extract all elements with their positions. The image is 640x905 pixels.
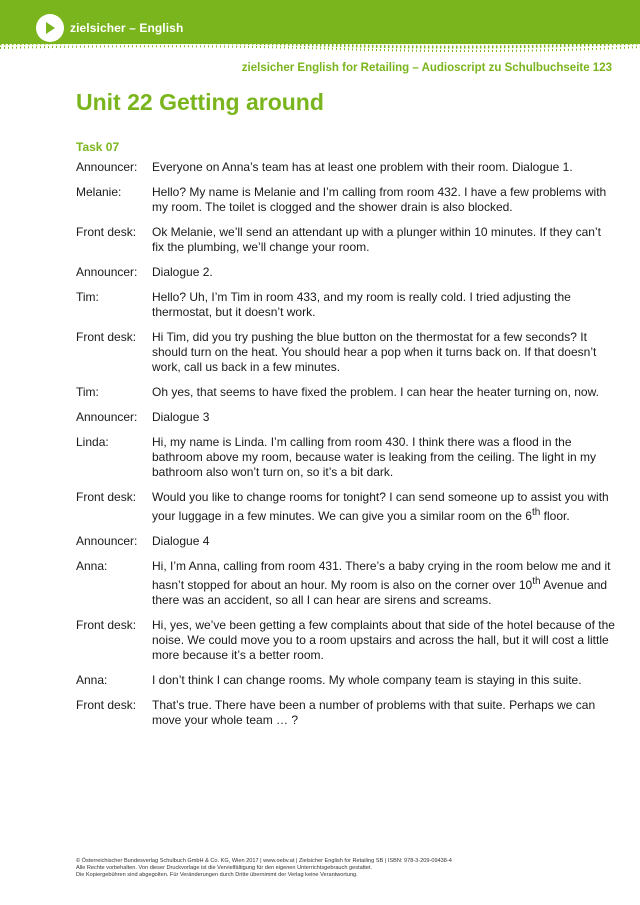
speech-text: Everyone on Anna’s team has at least one problem with their room. Dialogue 1. <box>152 160 573 174</box>
speech-text: Hello? Uh, I’m Tim in room 433, and my room is really cold. I tried adjusting the thermostat, but it doesn’t work. <box>152 290 571 319</box>
script-line <box>76 435 616 480</box>
speaker-label: Front desk: <box>76 490 137 504</box>
speaker-label: Front desk: <box>76 330 137 344</box>
speaker-label: Linda: <box>76 435 109 449</box>
footer-line: © Österreichischer Bundesverlag Schulbuch GmbH & Co. KG, Wien 2017 | www.oebv.at | Zielsicher English for Retailing SB | ISBN: 978-3-209-09438-4 <box>76 858 452 864</box>
footer-copyright <box>76 858 452 879</box>
document-subtitle: zielsicher English for Retailing – Audioscript zu Schulbuchseite 123 <box>241 62 612 74</box>
speech-text: Dialogue 4 <box>152 534 210 548</box>
footer-line: Die Kopiergebühren sind abgegolten. Für Veränderungen durch Dritte übernimmt der Verlag keine Verantwortung. <box>76 872 358 878</box>
speaker-label: Announcer: <box>76 160 138 174</box>
task-label: Task 07 <box>76 140 120 154</box>
script-line <box>76 618 616 663</box>
speech-text: Hi, yes, we’ve been getting a few complaints about that side of the hotel because of the noise. We could move you to a room upstairs and across the hall, but it will cost a little more because it’s a better room. <box>152 618 615 662</box>
script-line <box>76 385 616 400</box>
script-line <box>76 410 616 425</box>
speaker-label: Front desk: <box>76 698 137 712</box>
speaker-label: Announcer: <box>76 534 138 548</box>
speaker-label: Melanie: <box>76 185 122 199</box>
audioscript <box>76 160 616 738</box>
speech-text: Ok Melanie, we’ll send an attendant up with a plunger within 10 minutes. If they can’t fix the plumbing, we’ll change your room. <box>152 225 601 254</box>
script-line <box>76 265 616 280</box>
speaker-label: Tim: <box>76 385 99 399</box>
script-line <box>76 290 616 320</box>
speaker-label: Anna: <box>76 559 108 573</box>
page-title: Unit 22 Getting around <box>76 89 324 115</box>
speech-text: Dialogue 3 <box>152 410 210 424</box>
play-icon <box>36 14 64 42</box>
speech-text-part: Would you like to change rooms for tonight? I can send someone up to assist you with your luggage in a few minutes. We can give you a similar room on the 6 <box>152 490 609 523</box>
speech-text-part: floor. <box>540 509 570 523</box>
brand-name: zielsicher – English <box>70 21 184 35</box>
ordinal-suffix: th <box>532 576 541 587</box>
speech-text: Hi Tim, did you try pushing the blue button on the thermostat for a few seconds? It should turn on the heat. You should hear a pop when it turns back on. If that doesn’t work, call us back in a few minutes. <box>152 330 597 374</box>
speaker-label: Front desk: <box>76 618 137 632</box>
script-line <box>76 330 616 375</box>
speech-text: Dialogue 2. <box>152 265 213 279</box>
ordinal-suffix: th <box>531 507 541 518</box>
footer-line: Alle Rechte vorbehalten. Von dieser Druckvorlage ist die Vervielfältigung für den eigenen Unterrichtsgebrauch gestattet. <box>76 865 373 871</box>
script-line <box>76 160 616 175</box>
script-line <box>76 185 616 215</box>
script-line <box>76 225 616 255</box>
speaker-label: Front desk: <box>76 225 137 239</box>
brand-logo <box>36 14 183 42</box>
speech-text-part: Hi, I’m Anna, calling from room 431. There’s a baby crying in the room below me and it hasn’t stopped for about an hour. My room is also on the corner over 10 <box>152 559 611 592</box>
script-line <box>76 534 616 549</box>
speech-text-part: Avenue and there was an accident, so all I can hear are sirens and screams. <box>152 578 608 607</box>
speech-text: I don’t think I can change rooms. My whole company team is staying in this suite. <box>152 673 582 687</box>
script-line <box>76 673 616 688</box>
script-line <box>76 490 616 524</box>
speech-text: Oh yes, that seems to have fixed the problem. I can hear the heater turning on, now. <box>152 385 599 399</box>
speaker-label: Announcer: <box>76 410 138 424</box>
speech-text <box>152 559 616 608</box>
speaker-label: Announcer: <box>76 265 138 279</box>
speaker-label: Anna: <box>76 673 108 687</box>
speech-text: Hello? My name is Melanie and I’m calling from room 432. I have a few problems with my room. The toilet is clogged and the shower drain is also blocked. <box>152 185 607 214</box>
script-line <box>76 559 616 608</box>
speech-text: That’s true. There have been a number of problems with that suite. Perhaps we can move your whole team … ? <box>152 698 596 727</box>
script-line <box>76 698 616 728</box>
speaker-label: Tim: <box>76 290 99 304</box>
speech-text: Hi, my name is Linda. I’m calling from room 430. I think there was a flood in the bathroom above my room, because water is leaking from the ceiling. The light in my bathroom also won’t turn on, so it’s a bit dark. <box>152 435 596 479</box>
speech-text <box>152 490 616 524</box>
